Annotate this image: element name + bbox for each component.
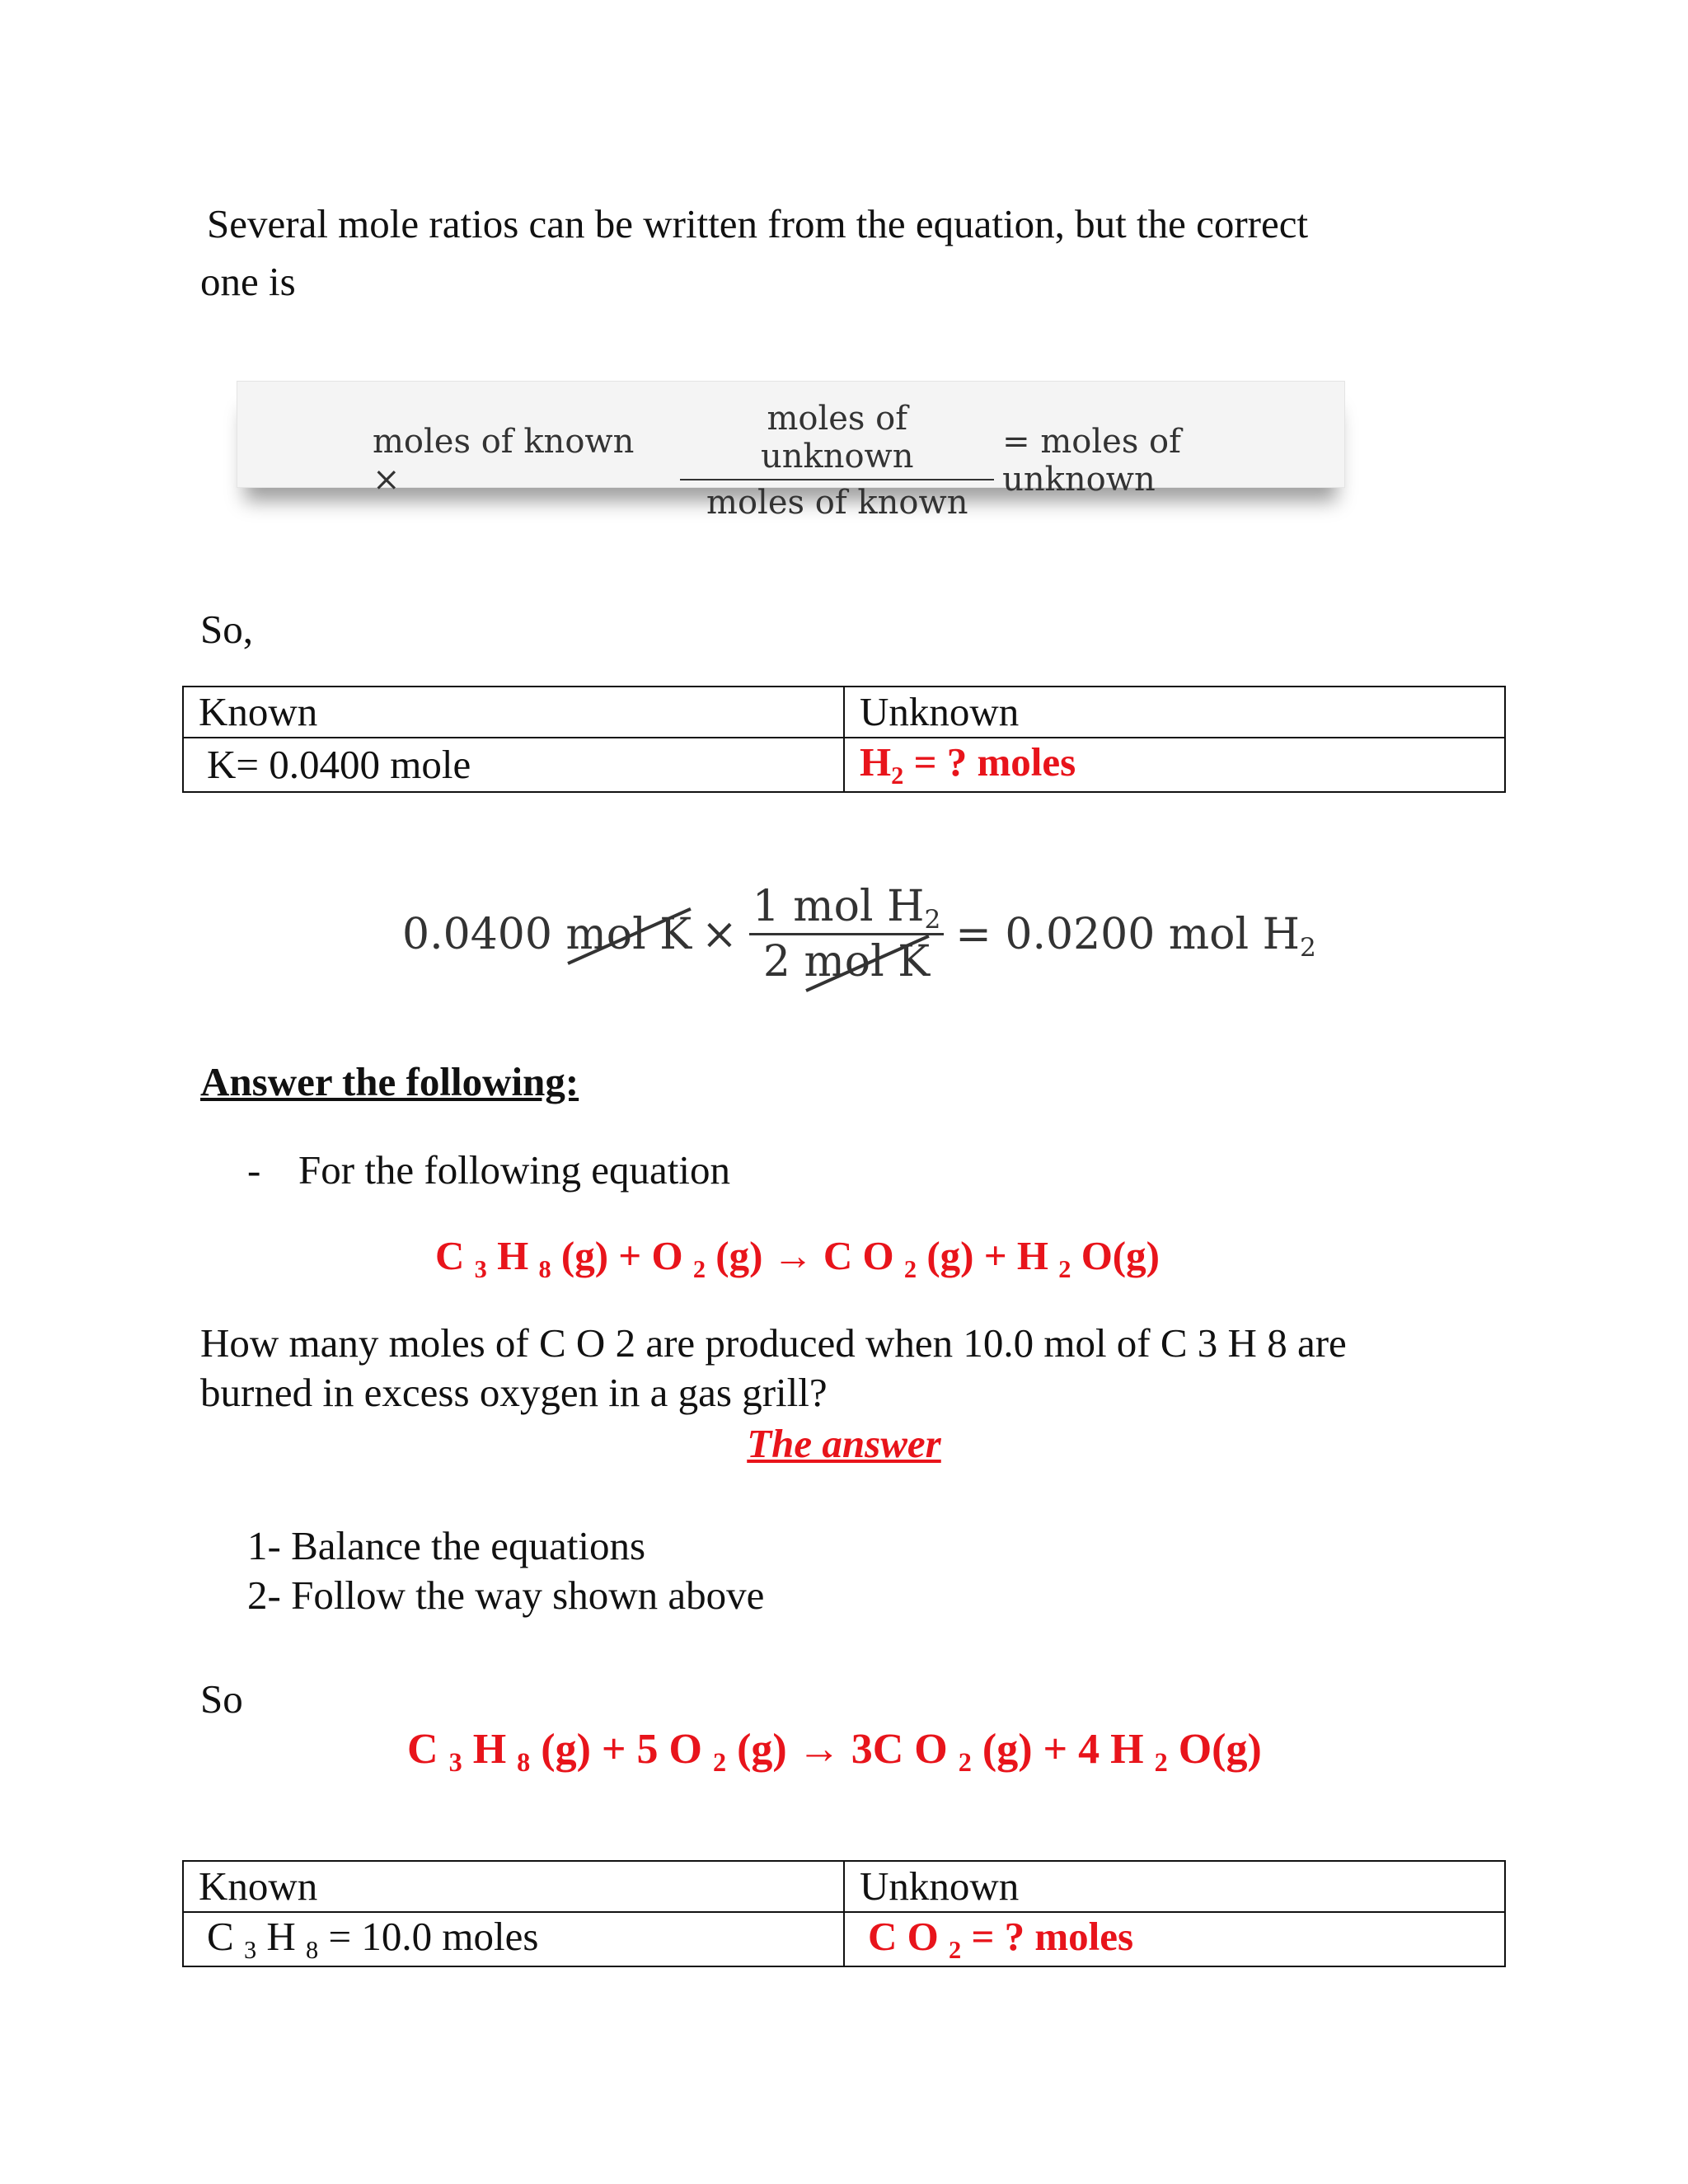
t2-unknown-b: = ? moles xyxy=(961,1914,1134,1959)
t2-known-c: = 10.0 moles xyxy=(318,1914,539,1959)
eq2-p0: C xyxy=(407,1726,449,1773)
eq1-p9: 2 xyxy=(1058,1254,1071,1283)
calc-value: 0.0400 xyxy=(402,909,552,959)
eq2-p7: 2 xyxy=(958,1747,972,1778)
intro-line-2: one is xyxy=(200,259,296,304)
eq2-p5: 2 xyxy=(712,1747,727,1778)
formula-left: moles of known × xyxy=(373,423,635,499)
eq1-p2: H xyxy=(486,1233,539,1278)
eq2-p3: 8 xyxy=(517,1747,531,1778)
calc-result xyxy=(955,909,1316,963)
eq2-p1: 3 xyxy=(448,1747,462,1778)
t2-known-a: C xyxy=(207,1914,244,1959)
intro-line-1: Several mole ratios can be written from the equation, but the correct xyxy=(207,201,1309,246)
eq2-p10: O(g) xyxy=(1167,1726,1262,1773)
so-label: So, xyxy=(200,607,254,652)
table1-unknown-value xyxy=(844,738,1505,792)
eq2-p2: H xyxy=(462,1726,518,1773)
so-label-2: So xyxy=(200,1676,243,1722)
question-line-1: How many moles of C O 2 are produced when 10.0 mol of C 3 H 8 are xyxy=(200,1320,1347,1366)
bullet-text: For the following equation xyxy=(298,1147,730,1193)
t2-known-sub-a: 3 xyxy=(243,1935,257,1964)
answer-label: The answer xyxy=(747,1421,941,1466)
eq2-p6: (g) → 3C O xyxy=(726,1726,959,1773)
calc-unit-struck: mol K xyxy=(565,909,692,959)
step-1: 1- Balance the equations xyxy=(247,1523,646,1568)
calc-num-sub: 2 xyxy=(924,905,941,935)
section-heading: Answer the following: xyxy=(200,1059,579,1104)
table2-header-unknown: Unknown xyxy=(844,1861,1505,1912)
table1-unknown-sub: 2 xyxy=(891,761,904,790)
formula-numerator: moles of unknown xyxy=(680,400,994,480)
formula-fraction xyxy=(680,400,994,522)
question-paragraph xyxy=(200,1319,1486,1418)
eq1-p10: O(g) xyxy=(1071,1233,1160,1278)
known-unknown-table-2 xyxy=(182,1860,1506,1967)
table2-known-value xyxy=(183,1912,844,1966)
eq1-p7: 2 xyxy=(903,1254,917,1283)
calc-result-sub: 2 xyxy=(1299,932,1316,963)
calc-fraction xyxy=(749,882,945,987)
intro-paragraph xyxy=(200,199,1453,307)
table2-unknown-value xyxy=(844,1912,1505,1966)
table1-header-known: Known xyxy=(183,687,844,738)
table1-known-text: K= 0.0400 mole xyxy=(207,742,471,787)
formula-right: = moles of unknown xyxy=(1002,423,1181,499)
eq2-p8: (g) + 4 H xyxy=(971,1726,1155,1773)
calc-numerator xyxy=(749,882,945,935)
eq1-p6: (g) → C O xyxy=(706,1233,904,1278)
eq1-p4: (g) + O xyxy=(551,1233,693,1278)
t2-unknown-sub: 2 xyxy=(949,1935,962,1964)
question-line-2: burned in excess oxygen in a gas grill? xyxy=(200,1370,828,1415)
calc-times: × xyxy=(701,909,738,959)
table2-header-known: Known xyxy=(183,1861,844,1912)
mole-ratio-formula-card xyxy=(237,381,1345,522)
t2-unknown-a: C O xyxy=(868,1914,949,1959)
calc-den-value: 2 xyxy=(762,937,790,987)
eq1-p3: 8 xyxy=(538,1254,551,1283)
calc-num-text: 1 mol H xyxy=(752,882,925,931)
eq1-p5: 2 xyxy=(692,1254,706,1283)
bullet-dash: - xyxy=(247,1147,261,1193)
table1-unknown-symbol: H xyxy=(860,739,892,785)
eq1-p0: C xyxy=(435,1233,475,1278)
formula-denominator: moles of known xyxy=(706,484,968,522)
t2-known-sub-b: 8 xyxy=(306,1935,319,1964)
known-unknown-table-1 xyxy=(182,686,1506,793)
eq1-p8: (g) + H xyxy=(917,1233,1059,1278)
table1-known-value xyxy=(183,738,844,792)
calculation xyxy=(402,882,1316,987)
table1-unknown-rest: = ? moles xyxy=(903,739,1076,785)
equation-unbalanced xyxy=(435,1231,1160,1286)
step-2: 2- Follow the way shown above xyxy=(247,1572,765,1618)
calc-result-text: = 0.0200 mol H xyxy=(955,909,1300,959)
table1-header-unknown: Unknown xyxy=(844,687,1505,738)
eq2-p4: (g) + 5 O xyxy=(530,1726,713,1773)
eq2-p9: 2 xyxy=(1154,1747,1168,1778)
calc-den-struck: mol K xyxy=(804,937,931,987)
equation-balanced xyxy=(407,1724,1262,1779)
t2-known-b: H xyxy=(256,1914,307,1959)
calc-denominator xyxy=(749,935,945,987)
eq1-p1: 3 xyxy=(474,1254,487,1283)
